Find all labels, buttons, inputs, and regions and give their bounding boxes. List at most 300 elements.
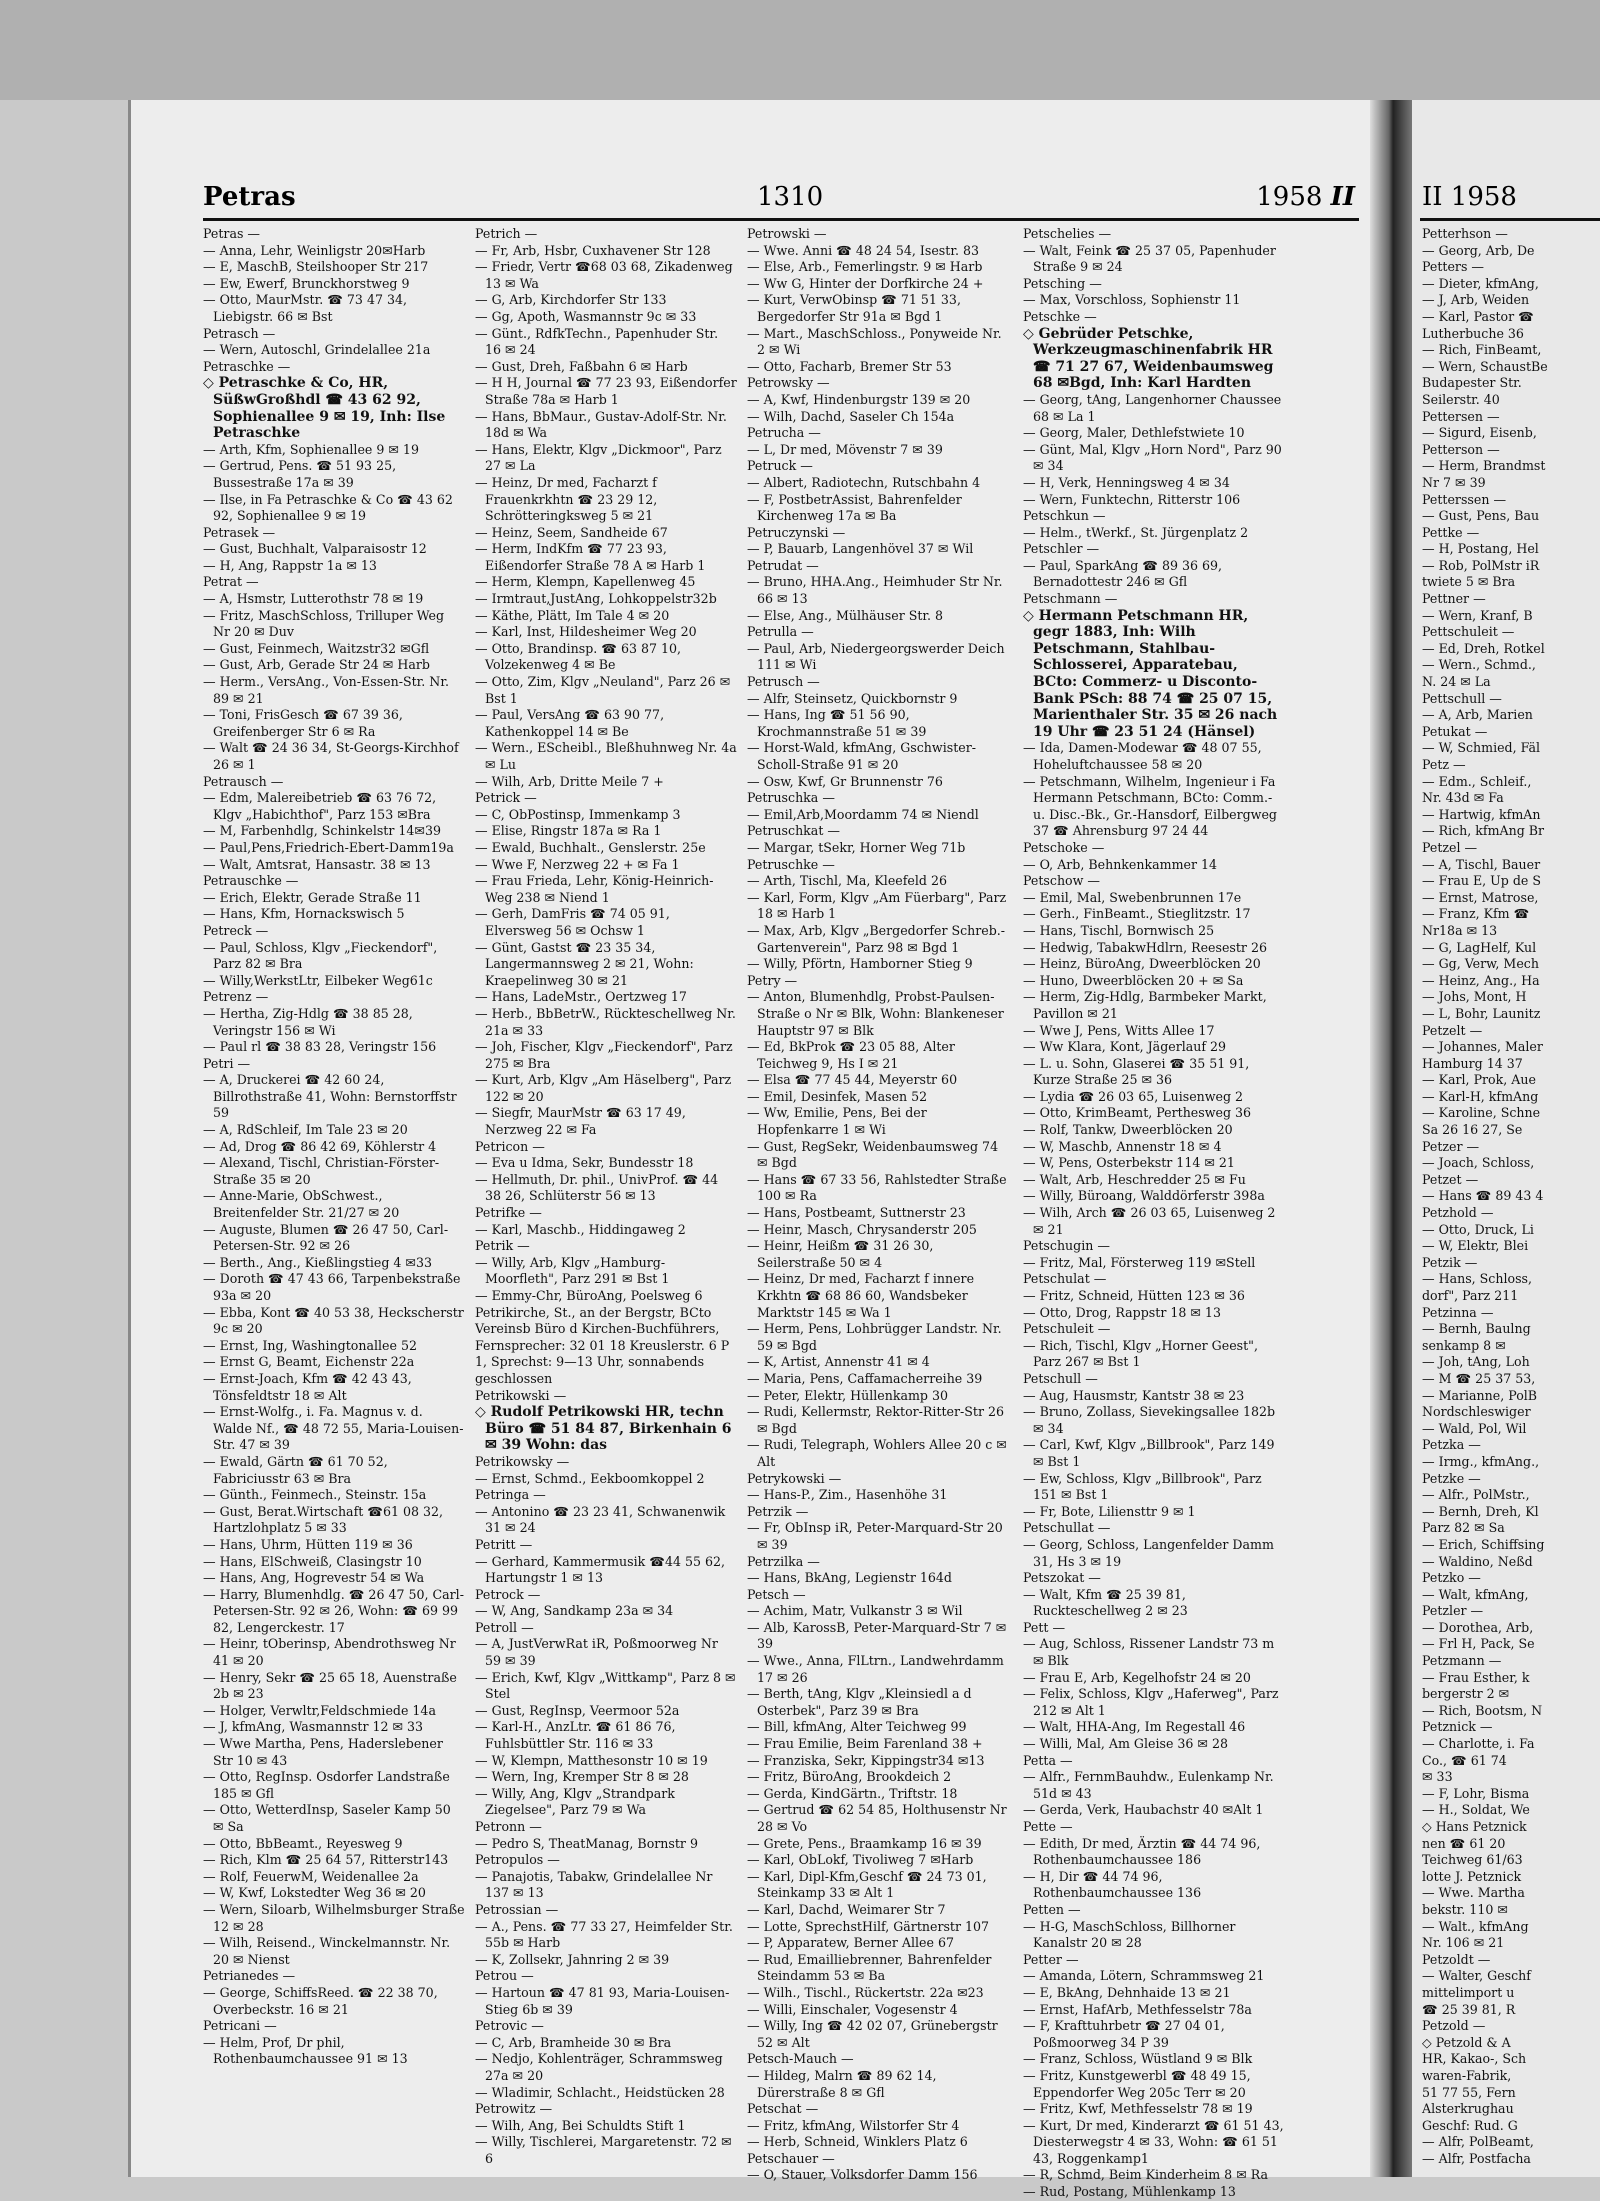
directory-entry: — E, MaschB, Steilshooper Str 217 [203, 259, 429, 275]
surname-heading: Petschow — [1023, 873, 1101, 889]
page-header [131, 182, 1373, 216]
directory-entry: — Willy, Ing ☎ 42 02 07, Grünebergstr 52 ✉ Alt [747, 2018, 998, 2050]
directory-entry: — Wern, Siloarb, Wilhelmsburger Straße 12 ✉ 28 [203, 1901, 465, 1934]
facing-entry: — A, Tischl, Bauer [1422, 856, 1541, 872]
facing-entry: Hamburg 14 37 [1422, 1055, 1523, 1071]
directory-entry: — Hans, Uhrm, Hütten 119 ✉ 36 [203, 1536, 413, 1552]
directory-entry: — Wern, Ing, Kremper Str 8 ✉ 28 [475, 1769, 689, 1785]
directory-entry: — Gust, Arb, Gerade Str 24 ✉ Harb [203, 657, 430, 673]
directory-entry: — Erich, Elektr, Gerade Straße 11 [203, 889, 422, 905]
surname-heading: Petroll — [475, 1619, 534, 1635]
facing-entry: Petz — [1422, 757, 1466, 772]
facing-entry: — Karl, Prok, Aue [1422, 1072, 1536, 1088]
surname-heading: Petropulos — [475, 1852, 560, 1868]
directory-entry: ◇ Petraschke & Co, HR, SüßwGroßhdl ☎ 43 62 92, Sophienallee 9 ✉ 19, Inh: Ilse Petraschke [203, 375, 446, 442]
directory-entry: — Wwe J, Pens, Witts Allee 17 [1023, 1022, 1215, 1038]
facing-entry: — Rich, FinBeamt, [1422, 342, 1542, 358]
facing-entry: — Dorothea, Arb, [1422, 1619, 1534, 1635]
directory-entry: — Achim, Matr, Vulkanstr 3 ✉ Wil [747, 1603, 963, 1619]
directory-entry: — Rudi, Kellermstr, Rektor-Ritter-Str 26 ✉ Bgd [747, 1404, 1005, 1436]
facing-entry: 51 77 55, Fern [1422, 2084, 1516, 2100]
facing-entry: — Walter, Geschf [1422, 1968, 1531, 1984]
directory-entry: — Fr, Bote, Liliensttr 9 ✉ 1 [1023, 1503, 1196, 1519]
facing-entry: lotte J. Petznick [1422, 1868, 1522, 1884]
facing-entry: — Sigurd, Eisenb, [1422, 425, 1537, 441]
directory-entry: — Willy,WerkstLtr, Eilbeker Weg61c [203, 972, 433, 988]
facing-entry: Petzoldt — [1422, 1951, 1491, 1967]
directory-entry: — P, Apparatew, Berner Allee 67 [747, 1935, 954, 1951]
facing-entry: Petzel — [1422, 839, 1478, 855]
facing-entry: Petterssen — [1422, 491, 1507, 507]
facing-entry: — Hans, Schloss, [1422, 1271, 1532, 1287]
directory-entry: — Rich, Tischl, Klgv „Horner Geest", Parz 267 ✉ Bst 1 [1023, 1337, 1258, 1370]
directory-entry: — Karl, Inst, Hildesheimer Weg 20 [475, 624, 697, 640]
directory-entry: — Fritz, Mal, Försterweg 119 ✉Stell [1023, 1254, 1256, 1270]
directory-entry: — Heinz, Dr med, Facharzt f innere Krkhtn ☎ 68 86 60, Wandsbeker Marktstr 145 ✉ Wa 1 [747, 1271, 975, 1320]
directory-entry: — Hans, Postbeamt, Suttnerstr 23 [747, 1205, 966, 1221]
directory-entry: — Otto, KrimBeamt, Perthesweg 36 [1023, 1105, 1252, 1121]
surname-heading: Petrianedes — [203, 1968, 296, 1984]
surname-heading: Petrikirche, St., an der Bergstr, BCto Vereinsb Büro d Kirchen-Buchführers, Fernsprecher: 32 01 18 Kreuslerstr. 6 P 1, Sprechst: 9—13 Uhr, sonnabends geschlossen [475, 1304, 730, 1386]
directory-entry: — Ad, Drog ☎ 86 42 69, Köhlerstr 4 [203, 1138, 437, 1154]
facing-entry: ✉ 33 [1422, 1769, 1453, 1785]
directory-entry: — Panajotis, Tabakw, Grindelallee Nr 137 ✉ 13 [475, 1868, 713, 1901]
directory-entry: — Willy, Tischlerei, Margaretenstr. 72 ✉ 6 [475, 2134, 732, 2166]
directory-entry: — Edm, Malereibetrieb ☎ 63 76 72, Klgv „Habichthof", Parz 153 ✉Bra [203, 790, 437, 822]
directory-entry: — Lydia ☎ 26 03 65, Luisenweg 2 [1023, 1088, 1244, 1104]
facing-entry: Parz 82 ✉ Sa [1422, 1520, 1505, 1536]
directory-entry: — Frau E, Arb, Kegelhofstr 24 ✉ 20 [1023, 1669, 1251, 1685]
directory-entry: — Hans, Ing ☎ 51 56 90, Krochmannstraße 51 ✉ 39 [747, 707, 927, 739]
surname-heading: Petrifke — [475, 1205, 542, 1221]
facing-column [1422, 226, 1600, 2167]
directory-entry: — Georg, Maler, Dethlefstwiete 10 [1023, 425, 1245, 441]
directory-entry: — Gg, Apoth, Wasmannstr 9c ✉ 33 [475, 308, 697, 324]
surname-heading: Petruschkat — [747, 823, 840, 839]
directory-entry: — Elsa ☎ 77 45 44, Meyerstr 60 [747, 1072, 958, 1088]
directory-entry: — J, kfmAng, Wasmannstr 12 ✉ 33 [203, 1719, 424, 1735]
facing-entry: — Johannes, Maler [1422, 1039, 1543, 1055]
facing-entry: — Waldino, Neßd [1422, 1553, 1533, 1569]
directory-entry: — Kurt, Dr med, Kinderarzt ☎ 61 51 43, Diesterwegstr 4 ✉ 33, Wohn: ☎ 61 51 43, Roggenkamp1 [1023, 2117, 1284, 2166]
surname-heading: Petronn — [475, 1819, 542, 1834]
facing-entry: Pettersen — [1422, 408, 1500, 424]
directory-entry: — Herm, Klempn, Kapellenweg 45 [475, 574, 696, 590]
facing-entry: Lutherbuche 36 [1422, 325, 1524, 341]
directory-entry: — Wern, Funktechn, Ritterstr 106 [1023, 491, 1241, 507]
directory-entry: — Antonino ☎ 23 23 41, Schwanenwik 31 ✉ 24 [475, 1503, 726, 1536]
directory-entry: — Irmtraut,JustAng, Lohkoppelstr32b [475, 591, 717, 607]
directory-entry: — Georg, Schloss, Langenfelder Damm 31, Hs 3 ✉ 19 [1023, 1536, 1274, 1569]
directory-entry: — Herb., BbBetrW., Rückteschellweg Nr. 21a ✉ 33 [475, 1005, 736, 1038]
directory-entry: — Toni, FrisGesch ☎ 67 39 36, Greifenberger Str 6 ✉ Ra [203, 707, 403, 739]
directory-entry: — Karl, Maschb., Hiddingaweg 2 [475, 1221, 686, 1237]
directory-entry: — Bill, kfmAng, Alter Teichweg 99 [747, 1719, 967, 1735]
facing-entry: ◇ Hans Petznick [1422, 1819, 1527, 1834]
surname-heading: Petritt — [475, 1536, 533, 1552]
surname-heading: Petszokat — [1023, 1570, 1101, 1586]
surname-heading: Petrausch — [203, 773, 284, 789]
facing-entry: — Karl, Pastor ☎ [1422, 308, 1534, 324]
directory-entry: — Erich, Kwf, Klgv „Wittkamp", Parz 8 ✉ Stel [475, 1669, 736, 1702]
directory-entry: — Rolf, Tankw, Dweerblöcken 20 [1023, 1122, 1233, 1138]
directory-entry: — Wilh, Arch ☎ 26 03 65, Luisenweg 2 ✉ 21 [1023, 1205, 1276, 1237]
directory-entry: — Ebba, Kont ☎ 40 53 38, Heckscherstr 9c ✉ 20 [203, 1304, 464, 1337]
facing-entry: — L, Bohr, Launitz [1422, 1005, 1541, 1021]
directory-entry: — Gust, Dreh, Faßbahn 6 ✉ Harb [475, 358, 688, 374]
facing-entry: — F, Lohr, Bisma [1422, 1785, 1530, 1801]
facing-entry: — Walt., kfmAng [1422, 1918, 1529, 1934]
facing-entry: waren-Fabrik, [1422, 2067, 1512, 2083]
facing-entry: — Rich, kfmAng Br [1422, 823, 1545, 839]
directory-entry: — Günt., RdfkTechn., Papenhuder Str. 16 ✉ 24 [475, 325, 719, 358]
facing-entry: Petzko — [1422, 1570, 1481, 1586]
directory-entry: — Ww G, Hinter der Dorfkirche 24 + [747, 275, 984, 291]
surname-heading: Petrykowski — [747, 1470, 842, 1486]
directory-entry: — Otto, Facharb, Bremer Str 53 [747, 358, 952, 374]
directory-entry: — M, Farbenhdlg, Schinkelstr 14✉39 [203, 823, 441, 839]
surname-heading: Petschelies — [1023, 226, 1112, 241]
directory-entry: — Rud, Postang, Mühlenkamp 13 [1023, 2184, 1236, 2200]
directory-entry: — Fr, ObInsp iR, Peter-Marquard-Str 20 ✉ 39 [747, 1520, 1003, 1552]
facing-entry: Petzhold — [1422, 1205, 1494, 1221]
surname-heading: Petrovic — [475, 2018, 544, 2034]
surname-heading: Petrasch — [203, 325, 276, 341]
directory-entry: — Anna, Lehr, Weinligstr 20✉Harb [203, 242, 426, 258]
surname-heading: Petri — [203, 1055, 251, 1071]
facing-entry: Budapester Str. [1422, 375, 1522, 391]
surname-heading: Petrasek — [203, 524, 276, 540]
directory-entry: — Hans, Tischl, Bornwisch 25 [1023, 922, 1215, 938]
directory-entry: — A, Druckerei ☎ 42 60 24, Billrothstraße 41, Wohn: Bernstorffstr 59 [203, 1072, 457, 1121]
directory-entry: — Else, Arb., Femerlingstr. 9 ✉ Harb [747, 259, 983, 275]
surname-heading: Petschugin — [1023, 1238, 1110, 1254]
surname-heading: Petrich — [475, 226, 538, 241]
directory-entry: — Horst-Wald, kfmAng, Gschwister-Scholl-Straße 91 ✉ 20 [747, 740, 976, 772]
directory-entry: — Siegfr, MaurMstr ☎ 63 17 49, Nerzweg 22 ✉ Fa [475, 1105, 686, 1138]
directory-entry: — Gust, Berat.Wirtschaft ☎61 08 32, Hartzlohplatz 5 ✉ 33 [203, 1503, 444, 1536]
directory-entry: — Fritz, Kunstgewerbl ☎ 48 49 15, Eppendorfer Weg 205c Terr ✉ 20 [1023, 2067, 1251, 2100]
header-year: 1958 [1256, 182, 1323, 212]
directory-entry: — Heinz, Seem, Sandheide 67 [475, 524, 668, 540]
facing-entry: Petters — [1422, 259, 1485, 275]
directory-entry: — Paul, VersAng ☎ 63 90 77, Kathenkoppel 14 ✉ Be [475, 707, 665, 739]
directory-entry: — Hellmuth, Dr. phil., UnivProf. ☎ 44 38 26, Schlüterstr 56 ✉ 13 [475, 1171, 719, 1204]
directory-entry: — Hans, ElSchweiß, Clasingstr 10 [203, 1553, 422, 1569]
surname-heading: Petschullat — [1023, 1520, 1111, 1536]
surname-heading: Petrock — [475, 1586, 541, 1602]
facing-entry: — A, Arb, Marien [1422, 707, 1533, 723]
directory-entry: — Hans, BkAng, Legienstr 164d [747, 1570, 952, 1586]
directory-entry: — Karl, Dachd, Weimarer Str 7 [747, 1901, 946, 1917]
facing-entry: — Wern., Schmd., [1422, 657, 1536, 673]
facing-entry: Petznick — [1422, 1719, 1493, 1735]
directory-entry: — Gerhard, Kammermusik ☎44 55 62, Hartungstr 1 ✉ 13 [475, 1553, 726, 1586]
directory-entry: — Wern., EScheibl., Bleßhuhnweg Nr. 4a ✉ Lu [475, 740, 737, 772]
surname-heading: Petruck — [747, 458, 813, 474]
directory-entry: — Fritz, Schneid, Hütten 123 ✉ 36 [1023, 1288, 1245, 1303]
directory-entry: — Gerh., FinBeamt., Stieglitzstr. 17 [1023, 906, 1251, 922]
surname-heading: Petschke — [1023, 308, 1097, 324]
facing-entry: — Alfr., PolMstr., [1422, 1487, 1530, 1503]
column-4 [1023, 226, 1285, 2201]
facing-entry: Geschf: Rud. G [1422, 2117, 1518, 2133]
directory-entry: — W, Ang, Sandkamp 23a ✉ 34 [475, 1603, 674, 1619]
directory-entry: — Wilh, Ang, Bei Schuldts Stift 1 [475, 2117, 686, 2133]
directory-entry: — Wilh., Tischl., Rückertstr. 22a ✉23 [747, 1984, 984, 2000]
directory-entry: — Ww, Emilie, Pens, Bei der Hopfenkarre 1 ✉ Wi [747, 1105, 927, 1138]
surname-heading: Petta — [1023, 1752, 1073, 1768]
facing-entry: bekstr. 110 ✉ [1422, 1901, 1508, 1917]
directory-entry: — Otto, BbBeamt., Reyesweg 9 [203, 1835, 403, 1851]
surname-heading: Petruschka — [747, 790, 835, 806]
facing-entry: — Joh, tAng, Loh [1422, 1354, 1530, 1370]
facing-entry: — Ed, Dreh, Rotkel [1422, 640, 1545, 656]
facing-entry: ☎ 25 39 81, R [1422, 2001, 1516, 2017]
surname-heading: Petrowski — [747, 226, 827, 241]
directory-entry: — Paul rl ☎ 38 83 28, Veringstr 156 [203, 1039, 437, 1055]
facing-entry: — Georg, Arb, De [1422, 242, 1535, 258]
facing-entry: Nr. 106 ✉ 21 [1422, 1935, 1505, 1951]
directory-entry: — Walt, Arb, Heschredder 25 ✉ Fu [1023, 1171, 1246, 1187]
directory-entry: — W, Maschb, Annenstr 18 ✉ 4 [1023, 1138, 1222, 1154]
surname-heading: Petreck — [203, 922, 269, 938]
directory-entry: — Karl, Form, Klgv „Am Füerbarg", Parz 18 ✉ Harb 1 [747, 889, 1007, 922]
directory-entry: — Alb, KarossB, Peter-Marquard-Str 7 ✉ 39 [747, 1619, 1007, 1652]
directory-entry: — Wwe Martha, Pens, Haderslebener Str 10 ✉ 43 [203, 1736, 443, 1768]
directory-entry: — W, Klempn, Matthesonstr 10 ✉ 19 [475, 1752, 708, 1768]
directory-entry: — Emil,Arb,Moordamm 74 ✉ Niendl [747, 806, 979, 822]
directory-entry: — H, Ang, Rappstr 1a ✉ 13 [203, 557, 377, 573]
directory-entry: — Bruno, Zollass, Sievekingsallee 182b ✉ 34 [1023, 1404, 1276, 1436]
directory-entry: — Else, Ang., Mülhäuser Str. 8 [747, 607, 944, 623]
directory-entry: — Ewald, Gärtn ☎ 61 70 52, Fabriciusstr 63 ✉ Bra [203, 1453, 388, 1486]
surname-heading: Petschat — [747, 2101, 819, 2117]
surname-heading: Petsching — [1023, 275, 1102, 291]
facing-entry: — Karl-H, kfmAng [1422, 1088, 1539, 1104]
directory-entry: — Ida, Damen-Modewar ☎ 48 07 55, Hoheluftchaussee 58 ✉ 20 [1023, 740, 1262, 772]
directory-entry: — Günt, Gastst ☎ 23 35 34, Langermannsweg 2 ✉ 21, Wohn: Kraepelinweg 30 ✉ 21 [475, 939, 694, 988]
surname-heading: Petschmann — [1023, 591, 1118, 607]
directory-entry: — Rich, Klm ☎ 25 64 57, Ritterstr143 [203, 1852, 449, 1868]
directory-entry: — Emmy-Chr, BüroAng, Poelsweg 6 [475, 1288, 703, 1303]
directory-entry: — F, Krafttuhrbetr ☎ 27 04 01, Poßmoorweg 34 P 39 [1023, 2018, 1225, 2050]
facing-entry: Pettke — [1422, 524, 1480, 540]
facing-entry: — Herm, Brandmst [1422, 458, 1546, 474]
directory-entry: — Walt, Feink ☎ 25 37 05, Papenhuder Straße 9 ✉ 24 [1023, 242, 1276, 275]
directory-entry: — Ed, BkProk ☎ 23 05 88, Alter Teichweg 9, Hs I ✉ 21 [747, 1039, 955, 1071]
facing-entry: Nr. 43d ✉ Fa [1422, 790, 1504, 806]
directory-entry: — Peter, Elektr, Hüllenkamp 30 [747, 1387, 949, 1403]
surname-heading: Petrucha — [747, 425, 821, 441]
surname-heading: Petricon — [475, 1138, 545, 1154]
directory-entry: — Felix, Schloss, Klgv „Haferweg", Parz 212 ✉ Alt 1 [1023, 1686, 1279, 1718]
directory-entry: — Karl, ObLokf, Tivoliweg 7 ✉Harb [747, 1852, 974, 1868]
directory-entry: — Helm., tWerkf., St. Jürgenplatz 2 [1023, 524, 1249, 540]
directory-entry: — Aug, Hausmstr, Kantstr 38 ✉ 23 [1023, 1387, 1245, 1403]
surname-heading: Petschauer — [747, 2150, 835, 2166]
surname-heading: Petschull — [1023, 1370, 1098, 1386]
directory-entry: — Kurt, VerwObinsp ☎ 71 51 33, Bergedorfer Str 91a ✉ Bgd 1 [747, 292, 961, 324]
directory-entry: — P, Bauarb, Langenhövel 37 ✉ Wil [747, 541, 974, 557]
surname-heading: Pett — [1023, 1619, 1066, 1635]
surname-heading: Petringa — [475, 1487, 546, 1503]
facing-entry: — Dieter, kfmAng, [1422, 275, 1539, 291]
book-gutter [1370, 100, 1412, 2177]
facing-entry: Petzold — [1422, 2018, 1486, 2034]
directory-entry: — Otto, MaurMstr. ☎ 73 47 34, Liebigstr. 66 ✉ Bst [203, 292, 408, 324]
surname-heading: Petras — [203, 226, 261, 241]
facing-entry: — Walt, kfmAng, [1422, 1586, 1529, 1602]
directory-entry: — Otto, Brandinsp. ☎ 63 87 10, Volzekenweg 4 ✉ Be [475, 640, 682, 673]
directory-entry: — Albert, Radiotechn, Rutschbahn 4 [747, 474, 981, 490]
directory-entry: — Karl, Dipl-Kfm,Geschf ☎ 24 73 01, Steinkamp 33 ✉ Alt 1 [747, 1868, 987, 1901]
directory-entry: — Lotte, SprechstHilf, Gärtnerstr 107 [747, 1918, 990, 1934]
directory-page [128, 100, 1373, 2200]
surname-heading: Petschulat — [1023, 1271, 1107, 1287]
directory-entry: — A, Hsmstr, Lutterothstr 78 ✉ 19 [203, 591, 424, 607]
facing-entry: — Frl H, Pack, Se [1422, 1636, 1535, 1652]
book-background [0, 0, 1600, 100]
directory-entry: — Arth, Kfm, Sophienallee 9 ✉ 19 [203, 441, 419, 457]
directory-entry: — K, Artist, Annenstr 41 ✉ 4 [747, 1354, 930, 1370]
surname-heading: Petrenz — [203, 989, 269, 1005]
directory-entry: — Otto, Zim, Klgv „Neuland", Parz 26 ✉ Bst 1 [475, 674, 731, 706]
directory-entry: — Ernst, HafArb, Methfesselstr 78a [1023, 2001, 1252, 2017]
column-3 [747, 226, 1009, 2184]
column-1 [203, 226, 465, 2068]
directory-entry: — A, JustVerwRat iR, Poßmoorweg Nr 59 ✉ 39 [475, 1636, 718, 1669]
facing-entry: Petzke — [1422, 1470, 1481, 1486]
surname-heading: Petrusch — [747, 674, 820, 690]
directory-entry: — K, Zollsekr, Jahnring 2 ✉ 39 [475, 1951, 670, 1967]
facing-entry: Petterson — [1422, 441, 1500, 457]
surname-heading: Petrudat — [747, 557, 819, 573]
directory-entry: — Heinr, Masch, Chrysanderstr 205 [747, 1221, 977, 1237]
facing-entry: Petzet — [1422, 1171, 1479, 1187]
directory-entry: — Walt ☎ 24 36 34, St-Georgs-Kirchhof 26 ✉ 1 [203, 740, 459, 772]
directory-entry: ◇ Rudolf Petrikowski HR, techn Büro ☎ 51 84 87, Birkenhain 6 ✉ 39 Wohn: das [475, 1404, 732, 1454]
directory-entry: — Hans, Kfm, Hornackswisch 5 [203, 906, 405, 922]
directory-entry: ◇ Hermann Petschmann HR, gegr 1883, Inh: Wilh Petschmann, Stahlbau-Schlosserei, Apparatebau, BCto: Commerz- u Disconto-Bank PSch: 88 74 ☎ 25 07 15, Marienthaler Str. 35 ✉ 26 nach 19 Uhr ☎ 23 51 24 (Hänsel) [1023, 607, 1278, 740]
facing-entry: — Heinz, Ang., Ha [1422, 972, 1540, 988]
directory-entry: — Wilh, Reisend., Winckelmannstr. Nr. 20 ✉ Nienst [203, 1935, 451, 1967]
facing-entry: — J, Arb, Weiden [1422, 292, 1530, 308]
facing-entry: — M ☎ 25 37 53, [1422, 1370, 1536, 1386]
facing-entry: Petzinna — [1422, 1304, 1494, 1320]
facing-entry: — Alfr, PolBeamt, [1422, 2134, 1534, 2150]
directory-entry: — Kurt, Arb, Klgv „Am Häselberg", Parz 122 ✉ 20 [475, 1072, 732, 1104]
directory-entry: — Herm, Zig-Hdlg, Barmbeker Markt, Pavillon ✉ 21 [1023, 989, 1267, 1021]
facing-entry: — Gg, Verw, Mech [1422, 956, 1539, 972]
directory-entry: — Petschmann, Wilhelm, Ingenieur i Fa Hermann Petschmann, BCto: Comm.- u. Disc.-Bk., Gr.-Hansdorf, Eilbergweg 37 ☎ Ahrensburg 97 24 44 [1023, 773, 1277, 839]
surname-heading: Petschuleit — [1023, 1321, 1111, 1337]
directory-entry: — A., Pens. ☎ 77 33 27, Heimfelder Str. 55b ✉ Harb [475, 1918, 733, 1951]
directory-entry: — Wwe., Anna, FlLtrn., Landwehrdamm 17 ✉ 26 [747, 1653, 1004, 1685]
directory-entry: — Paul, SparkAng ☎ 89 36 69, Bernadottestr 246 ✉ Gfl [1023, 557, 1223, 590]
facing-entry: — Franz, Kfm ☎ [1422, 906, 1530, 922]
directory-entry: — H, Dir ☎ 44 74 96, Rothenbaumchaussee 136 [1023, 1868, 1202, 1901]
directory-entry: — Hertha, Zig-Hdlg ☎ 38 85 28, Veringstr 156 ✉ Wi [203, 1005, 413, 1038]
facing-entry: — Hans ☎ 89 43 4 [1422, 1188, 1544, 1204]
facing-entry: nen ☎ 61 20 [1422, 1835, 1506, 1851]
directory-entry: — Emil, Mal, Swebenbrunnen 17e [1023, 889, 1242, 905]
directory-entry: — Willy, Büroang, Walddörferstr 398a [1023, 1188, 1265, 1204]
surname-heading: Petschkun — [1023, 508, 1106, 524]
directory-entry: — Rolf, FeuerwM, Weidenallee 2a [203, 1868, 419, 1884]
page-number: 1310 [757, 182, 824, 212]
directory-entry: — Nedjo, Kohlenträger, Schrammsweg 27a ✉ 20 [475, 2051, 723, 2083]
directory-entry: — Willi, Mal, Am Gleise 36 ✉ 28 [1023, 1736, 1229, 1752]
directory-entry: — Margar, tSekr, Horner Weg 71b [747, 839, 966, 855]
surname-heading: Petter — [1023, 1951, 1079, 1967]
directory-entry: — Wwe. Anni ☎ 48 24 54, Isestr. 83 [747, 242, 979, 258]
directory-entry: — Gust, RegSekr, Weidenbaumsweg 74 ✉ Bgd [747, 1138, 999, 1171]
directory-entry: — C, ObPostinsp, Immenkamp 3 [475, 806, 681, 822]
surname-heading: Petten — [1023, 1901, 1081, 1917]
directory-entry: — Fritz, BüroAng, Brookdeich 2 [747, 1769, 952, 1785]
surname-heading: Petraschke — [203, 358, 291, 374]
directory-entry: — Osw, Kwf, Gr Brunnenstr 76 [747, 773, 943, 789]
directory-entry: — Ew, Schloss, Klgv „Billbrook", Parz 151 ✉ Bst 1 [1023, 1470, 1262, 1503]
facing-entry: Petzelt — [1422, 1022, 1483, 1038]
directory-entry: — Ewald, Buchhalt., Genslerstr. 25e [475, 839, 706, 855]
facing-page [1412, 100, 1600, 2177]
facing-entry: Petzka — [1422, 1437, 1481, 1453]
directory-entry: — Berth, tAng, Klgv „Kleinsiedl a d Osterbek", Parz 39 ✉ Bra [747, 1686, 972, 1718]
facing-entry: — Hartwig, kfmAn [1422, 806, 1541, 822]
directory-entry: — C, Arb, Bramheide 30 ✉ Bra [475, 2034, 672, 2050]
directory-entry: — Eva u Idma, Sekr, Bundesstr 18 [475, 1155, 694, 1171]
directory-entry: — Gertrud ☎ 62 54 85, Holthusenstr Nr 28 ✉ Vo [747, 1802, 1007, 1834]
facing-entry: — Charlotte, i. Fa [1422, 1736, 1535, 1752]
facing-entry: — Wald, Pol, Wil [1422, 1420, 1527, 1436]
directory-entry: — Walt, HHA-Ang, Im Regestall 46 [1023, 1719, 1246, 1735]
facing-entry: Petzik — [1422, 1254, 1478, 1270]
directory-entry: — Gerh, DamFris ☎ 74 05 91, Elversweg 56 ✉ Ochsw 1 [475, 906, 670, 938]
directory-entry: — Grete, Pens., Braamkamp 16 ✉ 39 [747, 1835, 982, 1851]
facing-entry: Pettner — [1422, 591, 1486, 607]
directory-entry: — Wern, Autoschl, Grindelallee 21a [203, 342, 431, 358]
directory-entry: — Edith, Dr med, Ärztin ☎ 44 74 96, Rothenbaumchaussee 186 [1023, 1835, 1261, 1868]
facing-entry: Petukat — [1422, 723, 1488, 739]
directory-entry: — A, RdSchleif, Im Tale 23 ✉ 20 [203, 1122, 408, 1138]
directory-entry: — Alfr, Steinsetz, Quickbornstr 9 [747, 690, 958, 706]
directory-entry: — Frau Emilie, Beim Farenland 38 + [747, 1736, 983, 1752]
facing-entry: Seilerstr. 40 [1422, 391, 1500, 407]
directory-entry: — Fritz, kfmAng, Wilstorfer Str 4 [747, 2117, 960, 2133]
facing-entry: Petzmann — [1422, 1653, 1502, 1669]
directory-entry: — Herm, Pens, Lohbrügger Landstr. Nr. 59 ✉ Bgd [747, 1321, 1002, 1353]
directory-entry: — Otto, Drog, Rappstr 18 ✉ 13 [1023, 1304, 1221, 1320]
header-keyword: Petras [203, 182, 296, 212]
facing-entry: — Gust, Pens, Bau [1422, 508, 1540, 524]
directory-entry: — Ernst-Joach, Kfm ☎ 42 43 43, Tönsfeldtstr 18 ✉ Alt [203, 1370, 412, 1403]
directory-entry: — H, Verk, Henningsweg 4 ✉ 34 [1023, 474, 1230, 490]
directory-entry: — F, PostbetrAssist, Bahrenfelder Kirchenweg 17a ✉ Ba [747, 491, 962, 524]
column-2 [475, 226, 737, 2167]
directory-entry: — Willy, Pförtn, Hamborner Stieg 9 [747, 956, 973, 972]
directory-entry: — Friedr, Vertr ☎68 03 68, Zikadenweg 13 ✉ Wa [475, 259, 733, 291]
directory-entry: — Gertrud, Pens. ☎ 51 93 25, Bussestraße 17a ✉ 39 [203, 458, 397, 490]
directory-entry: — Doroth ☎ 47 43 66, Tarpenbekstraße 93a ✉ 20 [203, 1271, 461, 1303]
directory-entry: — Ernst G, Beamt, Eichenstr 22a [203, 1354, 415, 1370]
facing-entry: — Erich, Schiffsing [1422, 1536, 1545, 1552]
surname-heading: Petrulla — [747, 624, 814, 640]
directory-entry: — R, Schmd, Beim Kinderheim 8 ✉ Ra [1023, 2167, 1269, 2183]
directory-entry: — Ww Klara, Kont, Jägerlauf 29 [1023, 1039, 1227, 1055]
surname-heading: Petrzilka — [747, 1553, 820, 1569]
